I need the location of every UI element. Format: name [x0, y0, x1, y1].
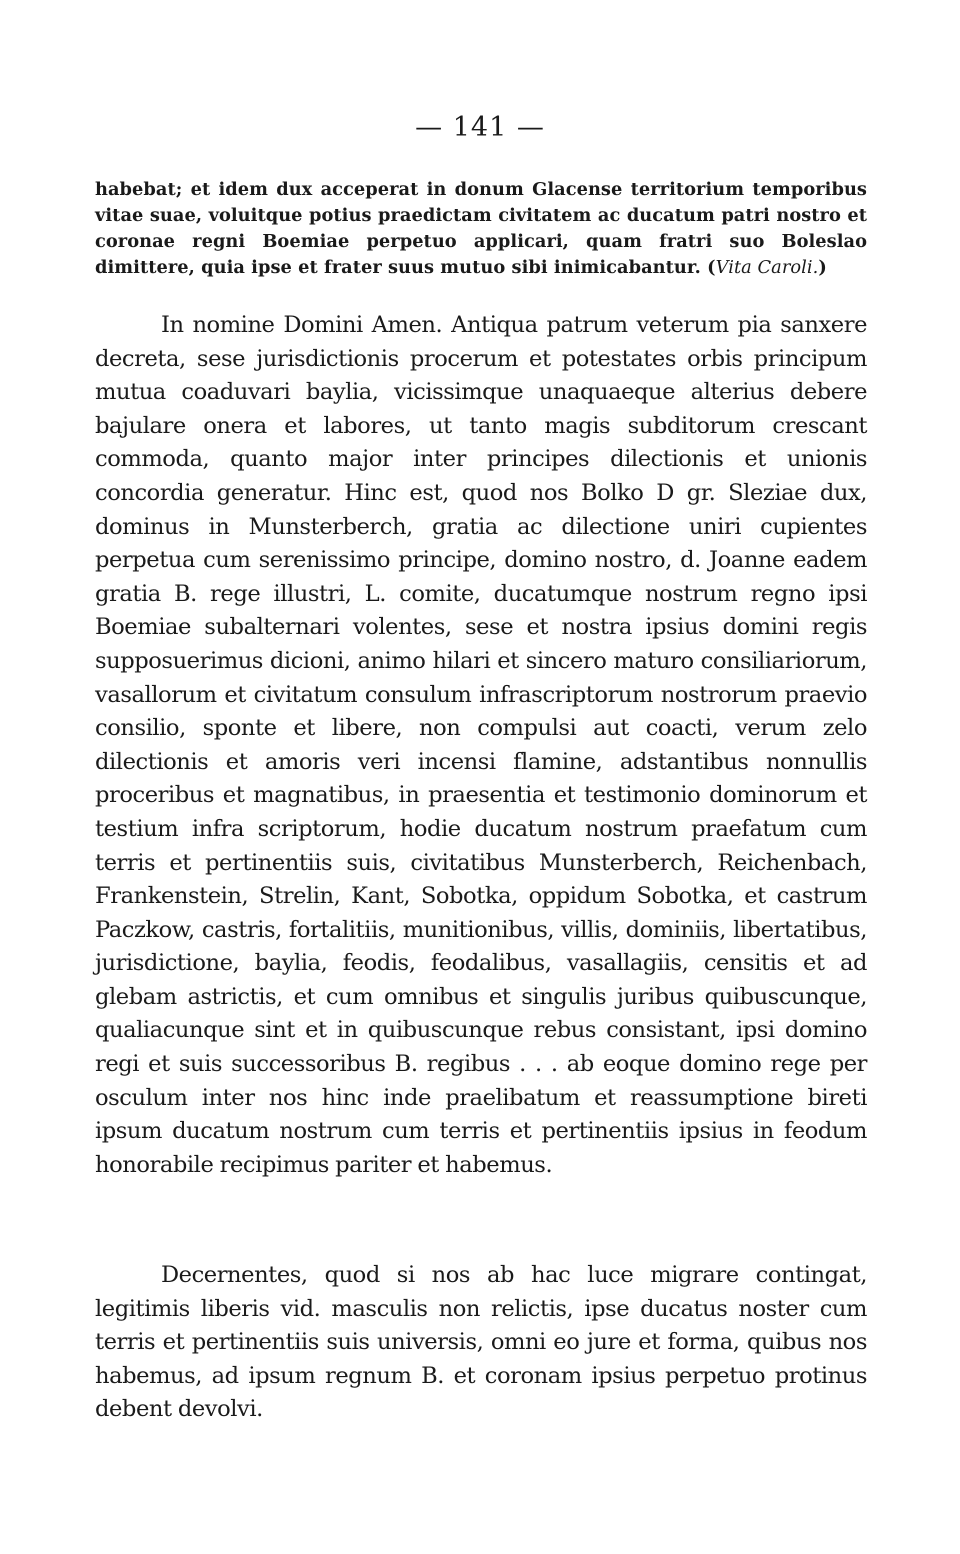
footnote-text: habebat; et idem dux acceperat in donum Glacense territorium temporibus vitae suae, voluitque potius praedictam civitatem ac ducatum patri nostro et coronae regni Boemiae perpetuo applicari, quam fratri suo Boleslao dimittere, quia ipse et frater suus mutuo sibi inimicabantur.: [95, 179, 867, 278]
source-open: (: [700, 257, 716, 278]
source-citation: Vita Caroli.: [715, 257, 819, 278]
charter-paragraph-2: [95, 1259, 867, 1427]
paragraph: [95, 1259, 867, 1427]
page-number: — 141 —: [415, 112, 545, 143]
paragraph: [95, 309, 867, 1182]
footnote-block: [95, 177, 867, 281]
paragraph-text: In nomine Domini Amen. Antiqua patrum veterum pia sanxere decreta, sese jurisdictionis procerum et potestates orbis principum mutua coaduvari baylia, vicissimque unaquaeque alterius debere bajulare onera et labores, ut tanto magis subditorum crescant commoda, quanto major inter principes dilectionis et unionis concordia generatur. Hinc est, quod nos Bolko D gr. Sleziae dux, dominus in Munsterberch, gratia ac dilectione uniri cupientes perpetua cum serenissimo principe, domino nostro, d. Joanne eadem gratia B. rege illustri, L. comite, ducatumque nostrum regno ipsi Boemiae subalternari volentes, sese et nostra ipsius domini regis supposuerimus dicioni, animo hilari et sincero maturo consiliariorum, vasallorum et civitatum consulum infrascriptorum nostrorum praevio consilio, sponte et libere, non compulsi aut coacti, verum zelo dilectionis et amoris veri incensi flamine, adstantibus nonnullis proceribus et magnatibus, in praesentia et testimonio dominorum et testium infra scriptorum, hodie ducatum nostrum praefatum cum terris et pertinentiis suis, civitatibus Munsterberch, Reichenbach, Frankenstein, Strelin, Kant, Sobotka, oppidum Sobotka, et castrum Paczkow, castris, fortalitiis, munitionibus, villis, dominiis, libertatibus, jurisdictione, baylia, feodis, feodalibus, vasallagiis, censitis et ad glebam astrictis, et cum omnibus et singulis juribus quibuscunque, qualiacunque sint et in quibuscunque rebus consistant, ipsi domino regi et suis successoribus B. regibus . . . ab eoque domino rege per osculum inter nos hinc inde praelibatum et reassumptione bireti ipsum ducatum nostrum cum terris et pertinentiis ipsius in feodum honorabile recipimus pariter et habemus.: [95, 312, 867, 1178]
paragraph-text: Decernentes, quod si nos ab hac luce migrare contingat, legitimis liberis vid. masculis non relictis, ipse ducatus noster cum terris et pertinentiis suis universis, omni eo jure et forma, quibus nos habemus, ad ipsum regnum B. et coronam ipsius perpetuo protinus debent devolvi.: [95, 1262, 867, 1423]
source-close: ): [818, 257, 827, 278]
footnote-paragraph: [95, 177, 867, 281]
charter-paragraph-1: [95, 309, 867, 1182]
